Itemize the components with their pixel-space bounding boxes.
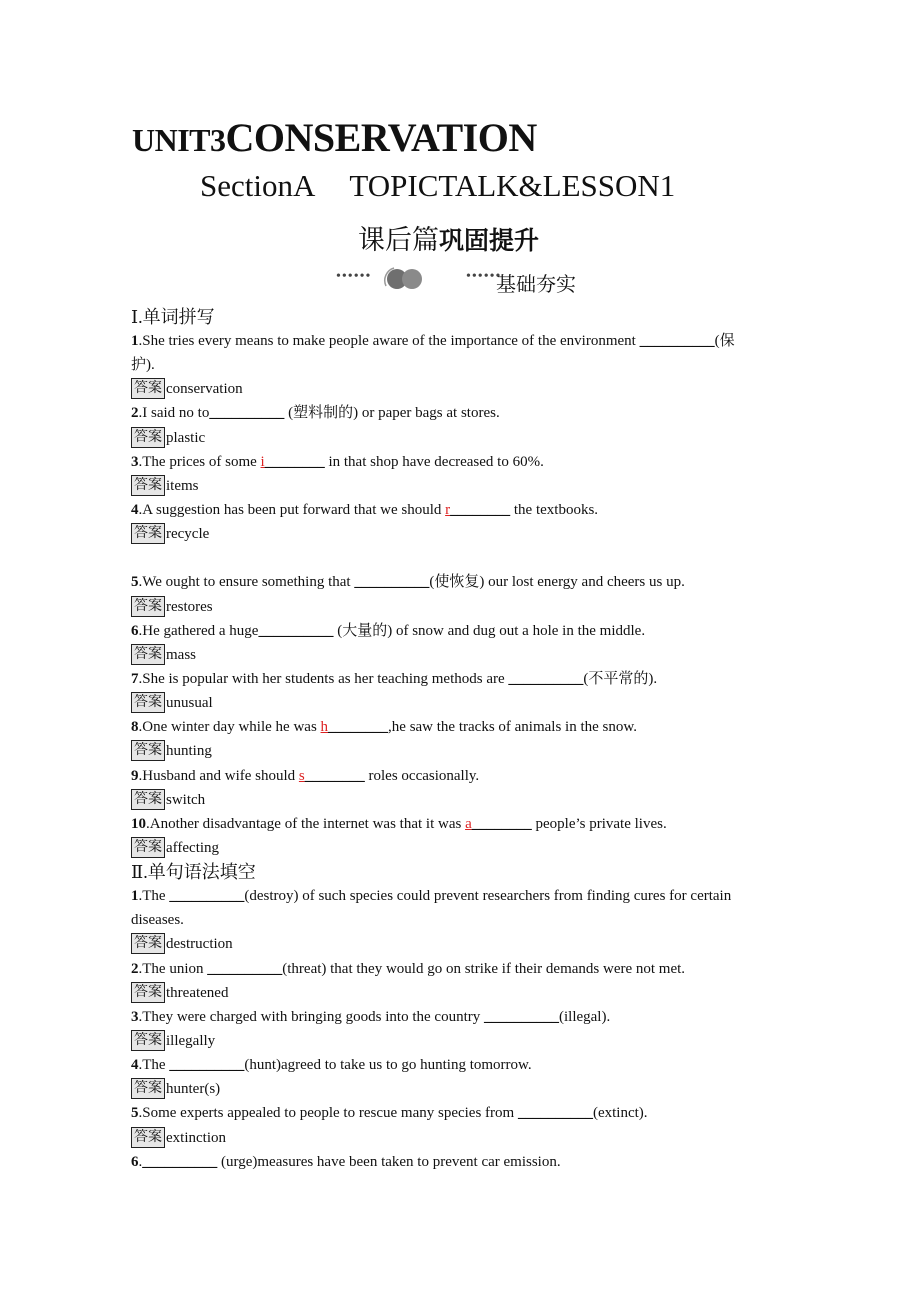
question-item: 10.Another disadvantage of the internet was that it was a________ people’s private lives. xyxy=(131,815,667,832)
answer-badge: 答案 xyxy=(131,1078,165,1099)
answer-badge: 答案 xyxy=(131,596,165,617)
lesson-label: TOPICTALK&LESSON1 xyxy=(349,168,676,203)
question-item: 2.The union __________(threat) that they would go on strike if their demands were not met. xyxy=(131,960,686,977)
answer-badge: 答案 xyxy=(131,475,165,496)
answer-text: illegally xyxy=(166,1032,216,1049)
answer-badge: 答案 xyxy=(131,523,165,544)
answer-row xyxy=(131,377,791,401)
question-continuation: diseases. xyxy=(131,912,184,929)
answer-row xyxy=(131,836,791,860)
section-label: SectionA xyxy=(200,168,316,203)
answer-blank: __________ xyxy=(209,405,285,422)
answer-row xyxy=(131,981,791,1005)
answer-badge: 答案 xyxy=(131,982,165,1003)
subtitle xyxy=(358,218,539,257)
question-item: 4.The __________(hunt)agreed to take us to go hunting tomorrow. xyxy=(131,1057,532,1074)
answer-text: destruction xyxy=(166,936,233,953)
part1-heading: Ⅰ.单词拼写 xyxy=(131,307,215,327)
answer-text: extinction xyxy=(166,1129,226,1146)
hint-letter: i xyxy=(260,453,265,470)
answer-row xyxy=(131,1029,791,1053)
answer-blank: __________ xyxy=(258,622,334,639)
answer-row xyxy=(131,1126,791,1150)
divider-label: 基础夯实 xyxy=(496,274,576,296)
hint-letter: s xyxy=(298,767,305,784)
answer-blank: ________ xyxy=(304,767,365,784)
answer-text: mass xyxy=(166,646,196,663)
answer-text: hunting xyxy=(166,743,212,760)
question-item: 7.She is popular with her students as her teaching methods are __________(不平常的). xyxy=(131,670,658,687)
subtitle-regular: 课后篇 xyxy=(358,225,439,255)
answer-blank: ________ xyxy=(328,719,389,736)
question-continuation: 护). xyxy=(131,357,155,374)
question-item: 3.The prices of some i________ in that shop have decreased to 60%. xyxy=(131,453,544,470)
answer-text: unusual xyxy=(166,695,213,712)
answer-row xyxy=(131,932,791,956)
answer-blank: __________ xyxy=(508,670,584,687)
hint-letter: r xyxy=(445,501,451,518)
unit-title xyxy=(132,114,537,161)
question-item: 3.They were charged with bringing goods into the country __________(illegal). xyxy=(131,1008,611,1025)
answer-badge: 答案 xyxy=(131,740,165,761)
hint-letter: a xyxy=(465,815,472,832)
answer-text: threatened xyxy=(166,984,229,1001)
answer-badge: 答案 xyxy=(131,1127,165,1148)
double-circle-icon xyxy=(376,264,426,294)
answer-blank: __________ xyxy=(169,888,245,905)
question-item: 1.The __________(destroy) of such species could prevent researchers from finding cures for certain xyxy=(131,888,732,905)
answer-row xyxy=(131,474,791,498)
answer-blank: __________ xyxy=(639,333,715,349)
question-item: 2.I said no to__________ (塑料制的) or paper bags at stores. xyxy=(131,405,500,422)
answer-text: hunter(s) xyxy=(166,1081,221,1098)
answer-blank: ________ xyxy=(450,501,511,518)
answer-text: restores xyxy=(166,598,213,615)
answer-text: recycle xyxy=(166,526,210,543)
answer-row xyxy=(131,691,791,715)
unit-number: UNIT3 xyxy=(132,122,226,158)
answer-text: plastic xyxy=(166,429,206,446)
question-item: 5.We ought to ensure something that __________(使恢复) our lost energy and cheers us up. xyxy=(131,574,685,591)
unit-name: CONSERVATION xyxy=(225,115,537,160)
question-item: 1.She tries every means to make people aware of the importance of the environment __________(保 xyxy=(131,333,735,349)
divider-dots-right: •••••• xyxy=(466,269,502,284)
answer-text: items xyxy=(166,477,199,494)
question-item: 6.He gathered a huge__________ (大量的) of snow and dug out a hole in the middle. xyxy=(131,622,646,639)
part2-heading: Ⅱ.单句语法填空 xyxy=(131,862,256,883)
answer-text: affecting xyxy=(166,839,220,856)
answer-row xyxy=(131,788,791,812)
question-item: 4.A suggestion has been put forward that we should r________ the textbooks. xyxy=(131,501,599,518)
question-item: 9.Husband and wife should s________ roles occasionally. xyxy=(131,767,480,784)
answer-blank: __________ xyxy=(517,1105,593,1122)
answer-badge: 答案 xyxy=(131,378,165,399)
answer-row xyxy=(131,595,791,619)
answer-badge: 答案 xyxy=(131,1030,165,1051)
answer-badge: 答案 xyxy=(131,427,165,448)
answer-blank: ________ xyxy=(264,453,325,470)
answer-blank: __________ xyxy=(207,960,283,977)
hint-letter: h xyxy=(320,719,329,736)
answer-badge: 答案 xyxy=(131,837,165,858)
divider-dots-left: •••••• xyxy=(336,269,372,284)
section-divider xyxy=(336,264,596,294)
answer-text: conservation xyxy=(166,381,243,398)
answer-blank: __________ xyxy=(142,1153,218,1170)
answer-badge: 答案 xyxy=(131,933,165,954)
blank-spacer xyxy=(131,546,791,570)
exercise-content xyxy=(131,305,791,1174)
question-item: 5.Some experts appealed to people to rescue many species from __________(extinct). xyxy=(131,1105,648,1122)
question-item: 8.One winter day while he was h________,he saw the tracks of animals in the snow. xyxy=(131,719,637,736)
question-item: 6.__________ (urge)measures have been taken to prevent car emission. xyxy=(131,1153,561,1170)
answer-blank: __________ xyxy=(354,574,430,591)
answer-blank: ________ xyxy=(471,815,532,832)
answer-badge: 答案 xyxy=(131,644,165,665)
answer-blank: __________ xyxy=(169,1057,245,1074)
subtitle-bold: 巩固提升 xyxy=(439,226,540,255)
answer-row xyxy=(131,739,791,763)
answer-badge: 答案 xyxy=(131,692,165,713)
section-title xyxy=(200,168,675,204)
answer-row xyxy=(131,643,791,667)
answer-text: switch xyxy=(166,791,206,808)
answer-row xyxy=(131,522,791,546)
answer-row xyxy=(131,1077,791,1101)
answer-row xyxy=(131,426,791,450)
answer-blank: __________ xyxy=(483,1008,559,1025)
answer-badge: 答案 xyxy=(131,789,165,810)
